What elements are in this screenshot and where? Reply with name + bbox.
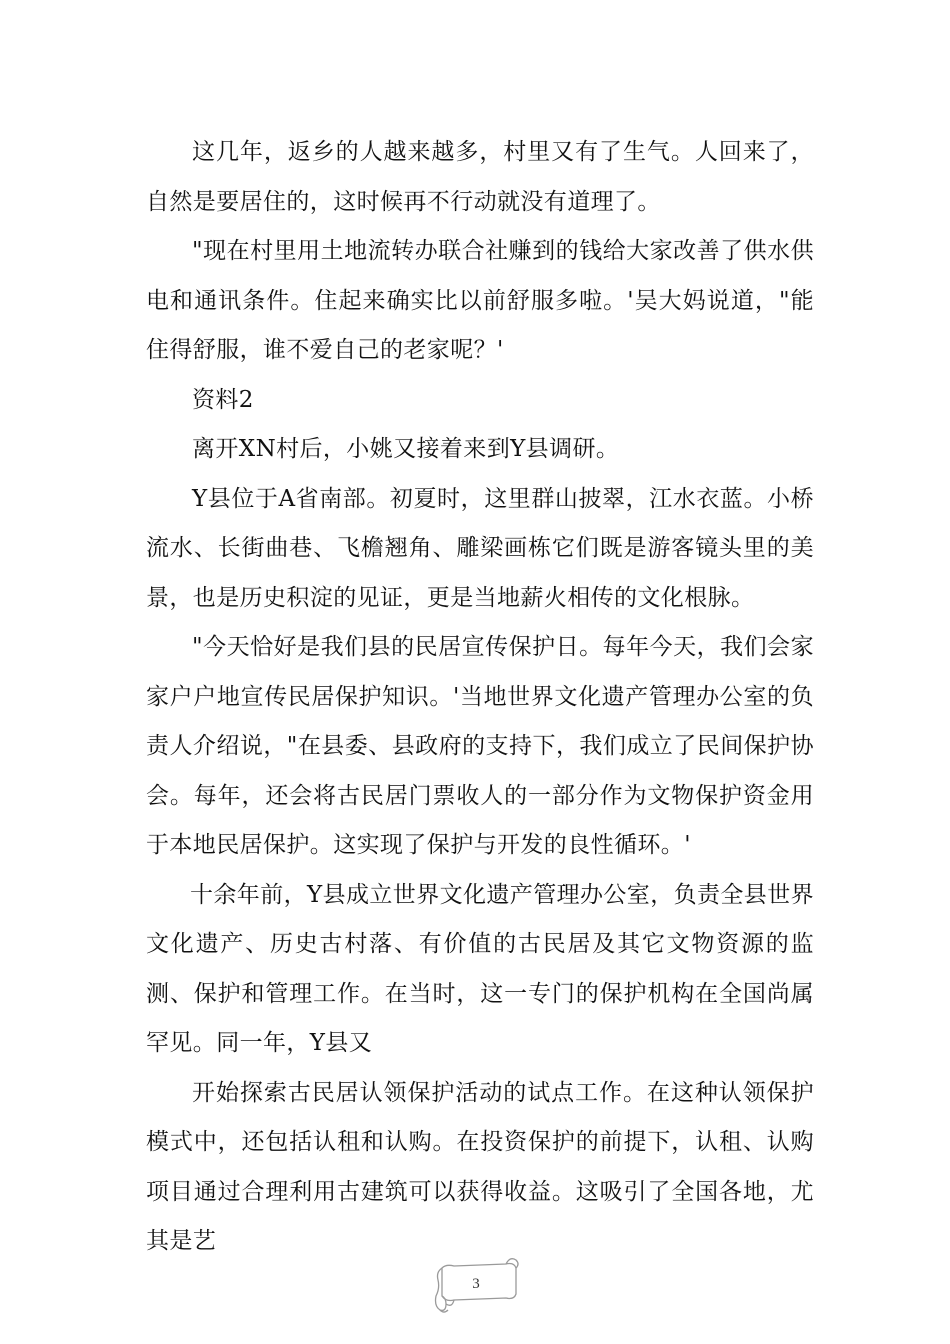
paragraph-5: "今天恰好是我们县的民居宣传保护日。每年今天，我们会家家户户地宣传民居保护知识。'当地世界文化遗产管理办公室的负责人介绍说，"在县委、县政府的支持下，我们成立了民间保护协会。每年，还会将古民居门票收人的一部分作为文物保护资金用于本地民居保护。这实现了保护与开发的良性循环。' [146,634,814,858]
page-footer [432,1252,520,1316]
paragraph-3: 离开XN村后，小姚又接着来到Y县调研。 [192,436,620,462]
paragraph-1: 这几年，返乡的人越来越多，村里又有了生气。人回来了，自然是要居住的，这时候再不行动就没有道理了。 [146,139,814,215]
paragraph-7: 开始探索古民居认领保护活动的试点工作。在这种认领保护模式中，还包括认租和认购。在投资保护的前提下，认租、认购项目通过合理利用古建筑可以获得收益。这吸引了全国各地，尤其是艺 [146,1079,814,1254]
paragraph-2: "现在村里用土地流转办联合社赚到的钱给大家改善了供水供电和通讯条件。住起来确实比以前舒服多啦。'吴大妈说道，"能住得舒服，谁不爱自己的老家呢？' [146,238,814,363]
document-body [146,128,814,1267]
page-number: 3 [472,1276,480,1292]
section-heading: 资料2 [192,386,254,413]
paragraph-6: 十余年前，Y县成立世界文化遗产管理办公室，负责全县世界文化遗产、历史古村落、有价值的古民居及其它文物资源的监测、保护和管理工作。在当时，这一专门的保护机构在全国尚属罕见。同一年，Y县又 [146,881,814,1056]
paragraph-4: Y县位于A省南部。初夏时，这里群山披翠，江水衣蓝。小桥流水、长街曲巷、飞檐翘角、雕梁画栋它们既是游客镜头里的美景，也是历史积淀的见证，更是当地薪火相传的文化根脉。 [146,485,814,611]
